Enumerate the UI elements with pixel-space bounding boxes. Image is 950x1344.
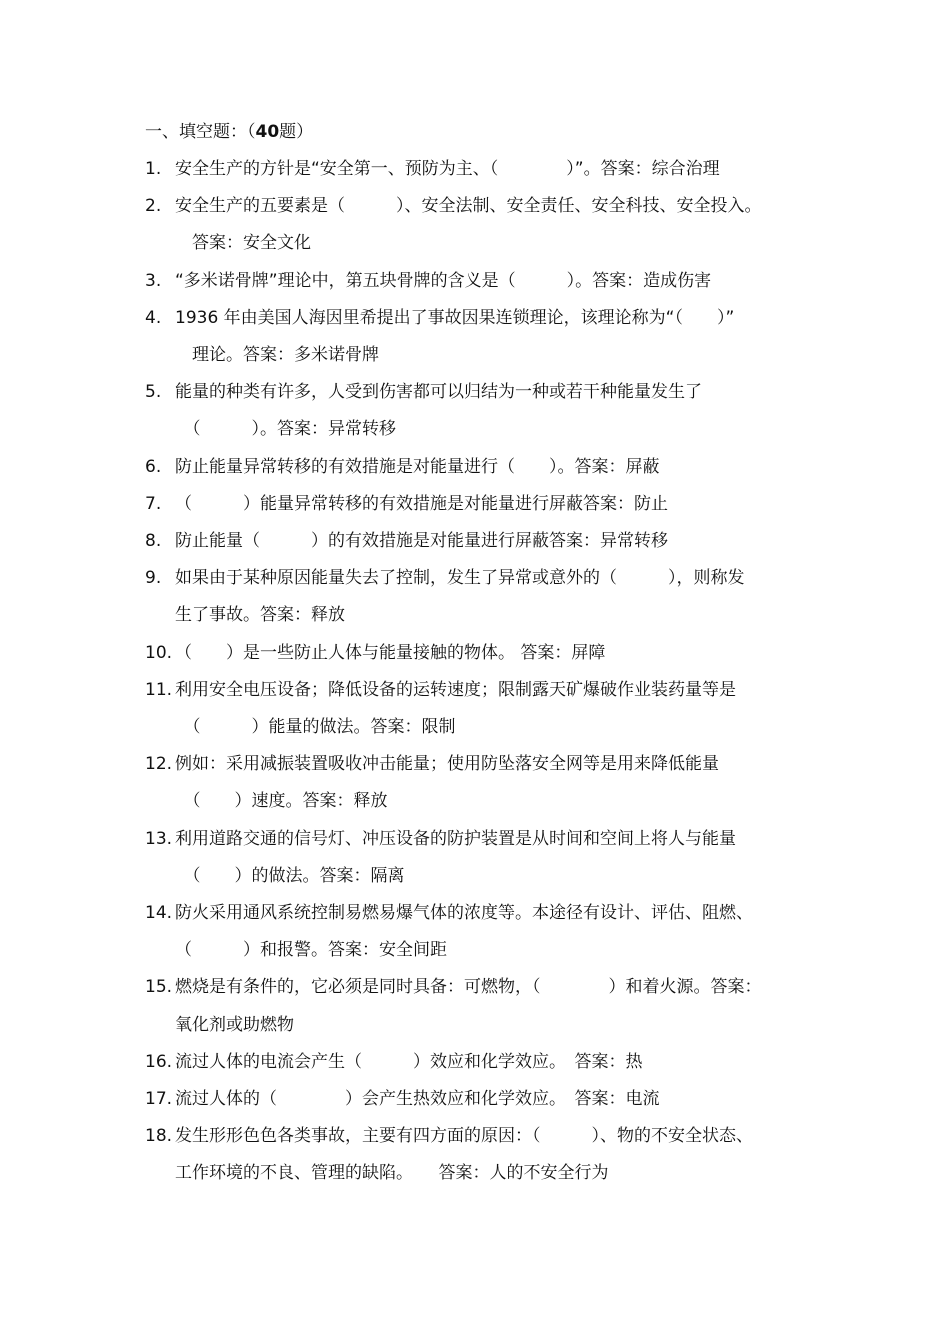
question-text-line: 流过人体的电流会产生（ ）效应和化学效应。 答案：热 <box>175 1051 643 1072</box>
question-text-line: 安全生产的方针是“安全第一、预防为主、（ ）”。答案：综合治理 <box>175 159 720 179</box>
question-text-line: 防火采用通风系统控制易燃易爆气体的浓度等。本途径有设计、评估、阻燃、 <box>175 903 753 924</box>
question-number: 3. <box>145 270 162 291</box>
question-text-line: 能量的种类有许多，人受到伤害都可以归结为一种或若干种能量发生了 <box>175 382 702 403</box>
question-text <box>175 560 815 634</box>
question-item <box>145 449 815 486</box>
question-number: 9. <box>145 568 162 589</box>
question-text-line: 发生形形色色各类事故，主要有四方面的原因：（ ）、物的不安全状态、 <box>175 1126 753 1147</box>
question-text <box>175 1081 815 1118</box>
question-text <box>175 300 815 374</box>
question-number: 13. <box>145 828 173 849</box>
question-text-line: “多米诺骨牌”理论中，第五块骨牌的含义是（ ）。答案：造成伤害 <box>175 270 712 291</box>
question-text-line: （ ）的做法。答案：隔离 <box>175 865 405 886</box>
question-number: 14. <box>145 903 173 924</box>
question-number: 7. <box>145 493 162 514</box>
question-text-line: 氧化剂或助燃物 <box>175 1014 294 1035</box>
section-title-count: 40 <box>255 122 280 142</box>
document-content <box>145 114 815 1193</box>
section-title-suffix: 题） <box>279 122 314 142</box>
question-number: 5. <box>145 382 162 403</box>
question-text <box>175 635 815 672</box>
question-item <box>145 523 815 560</box>
question-text <box>175 1044 815 1081</box>
question-item <box>145 672 815 746</box>
question-item <box>145 263 815 300</box>
question-number: 6. <box>145 456 162 477</box>
question-number: 1. <box>145 159 162 179</box>
question-number: 18. <box>145 1126 173 1147</box>
question-item <box>145 560 815 634</box>
question-text-line: 流过人体的（ ）会产生热效应和化学效应。 答案：电流 <box>175 1089 660 1110</box>
question-text <box>175 449 815 486</box>
question-text-line: 燃烧是有条件的，它必须是同时具备：可燃物，（ ）和着火源。答案： <box>175 977 762 998</box>
question-number: 10. <box>145 642 173 663</box>
question-text <box>175 969 815 1043</box>
question-number: 4. <box>145 307 162 328</box>
question-text-line: （ ）速度。答案：释放 <box>175 791 388 812</box>
question-item <box>145 300 815 374</box>
question-item <box>145 1044 815 1081</box>
question-number: 17. <box>145 1089 173 1110</box>
question-text <box>175 1118 815 1192</box>
question-number: 15. <box>145 977 173 998</box>
question-item <box>145 895 815 969</box>
question-text <box>175 746 815 820</box>
question-text-line: 生了事故。答案：释放 <box>175 605 345 626</box>
question-text <box>175 188 815 262</box>
question-item <box>145 151 815 188</box>
question-text-line: 理论。答案：多米诺骨牌 <box>175 345 379 366</box>
section-title <box>145 114 815 151</box>
question-text-line: （ ）是一些防止人体与能量接触的物体。 答案：屏障 <box>175 642 606 663</box>
question-text <box>175 523 815 560</box>
question-text-line: 例如：采用减振装置吸收冲击能量；使用防坠落安全网等是用来降低能量 <box>175 754 719 775</box>
question-number: 2. <box>145 196 162 217</box>
question-text <box>175 263 815 300</box>
question-text <box>175 486 815 523</box>
question-text-line: 如果由于某种原因能量失去了控制，发生了异常或意外的（ ），则称发 <box>175 568 745 589</box>
section-title-prefix: 一、填空题：（ <box>145 122 256 142</box>
question-text-line: 答案：安全文化 <box>175 233 311 254</box>
question-item <box>145 635 815 672</box>
question-text-line: （ ）能量的做法。答案：限制 <box>175 717 456 738</box>
question-text-line: 安全生产的五要素是（ ）、安全法制、安全责任、安全科技、安全投入。 <box>175 196 762 217</box>
question-number: 8. <box>145 531 162 552</box>
question-number: 11. <box>145 679 173 700</box>
question-list <box>145 151 815 1193</box>
question-text <box>175 672 815 746</box>
question-item <box>145 821 815 895</box>
question-number: 12. <box>145 754 173 775</box>
question-number: 16. <box>145 1051 173 1072</box>
question-item <box>145 486 815 523</box>
question-item <box>145 969 815 1043</box>
question-text <box>175 374 815 448</box>
question-item <box>145 188 815 262</box>
question-text <box>175 895 815 969</box>
question-text-line: 工作环境的不良、管理的缺陷。 答案：人的不安全行为 <box>175 1163 609 1184</box>
question-text-line: （ ）能量异常转移的有效措施是对能量进行屏蔽答案：防止 <box>175 493 668 514</box>
question-item <box>145 746 815 820</box>
question-text <box>175 151 815 188</box>
question-text <box>175 821 815 895</box>
question-text-line: 1936 年由美国人海因里希提出了事故因果连锁理论，该理论称为“（ ）” <box>175 307 735 328</box>
question-item <box>145 1118 815 1192</box>
question-text-line: （ ）。答案：异常转移 <box>175 419 396 440</box>
question-text-line: 利用道路交通的信号灯、冲压设备的防护装置是从时间和空间上将人与能量 <box>175 828 736 849</box>
question-text-line: （ ）和报警。答案：安全间距 <box>175 940 447 961</box>
question-item <box>145 374 815 448</box>
question-text-line: 防止能量（ ）的有效措施是对能量进行屏蔽答案：异常转移 <box>175 531 668 552</box>
question-item <box>145 1081 815 1118</box>
question-text-line: 利用安全电压设备；降低设备的运转速度；限制露天矿爆破作业装药量等是 <box>175 679 736 700</box>
question-text-line: 防止能量异常转移的有效措施是对能量进行（ ）。答案：屏蔽 <box>175 456 660 477</box>
